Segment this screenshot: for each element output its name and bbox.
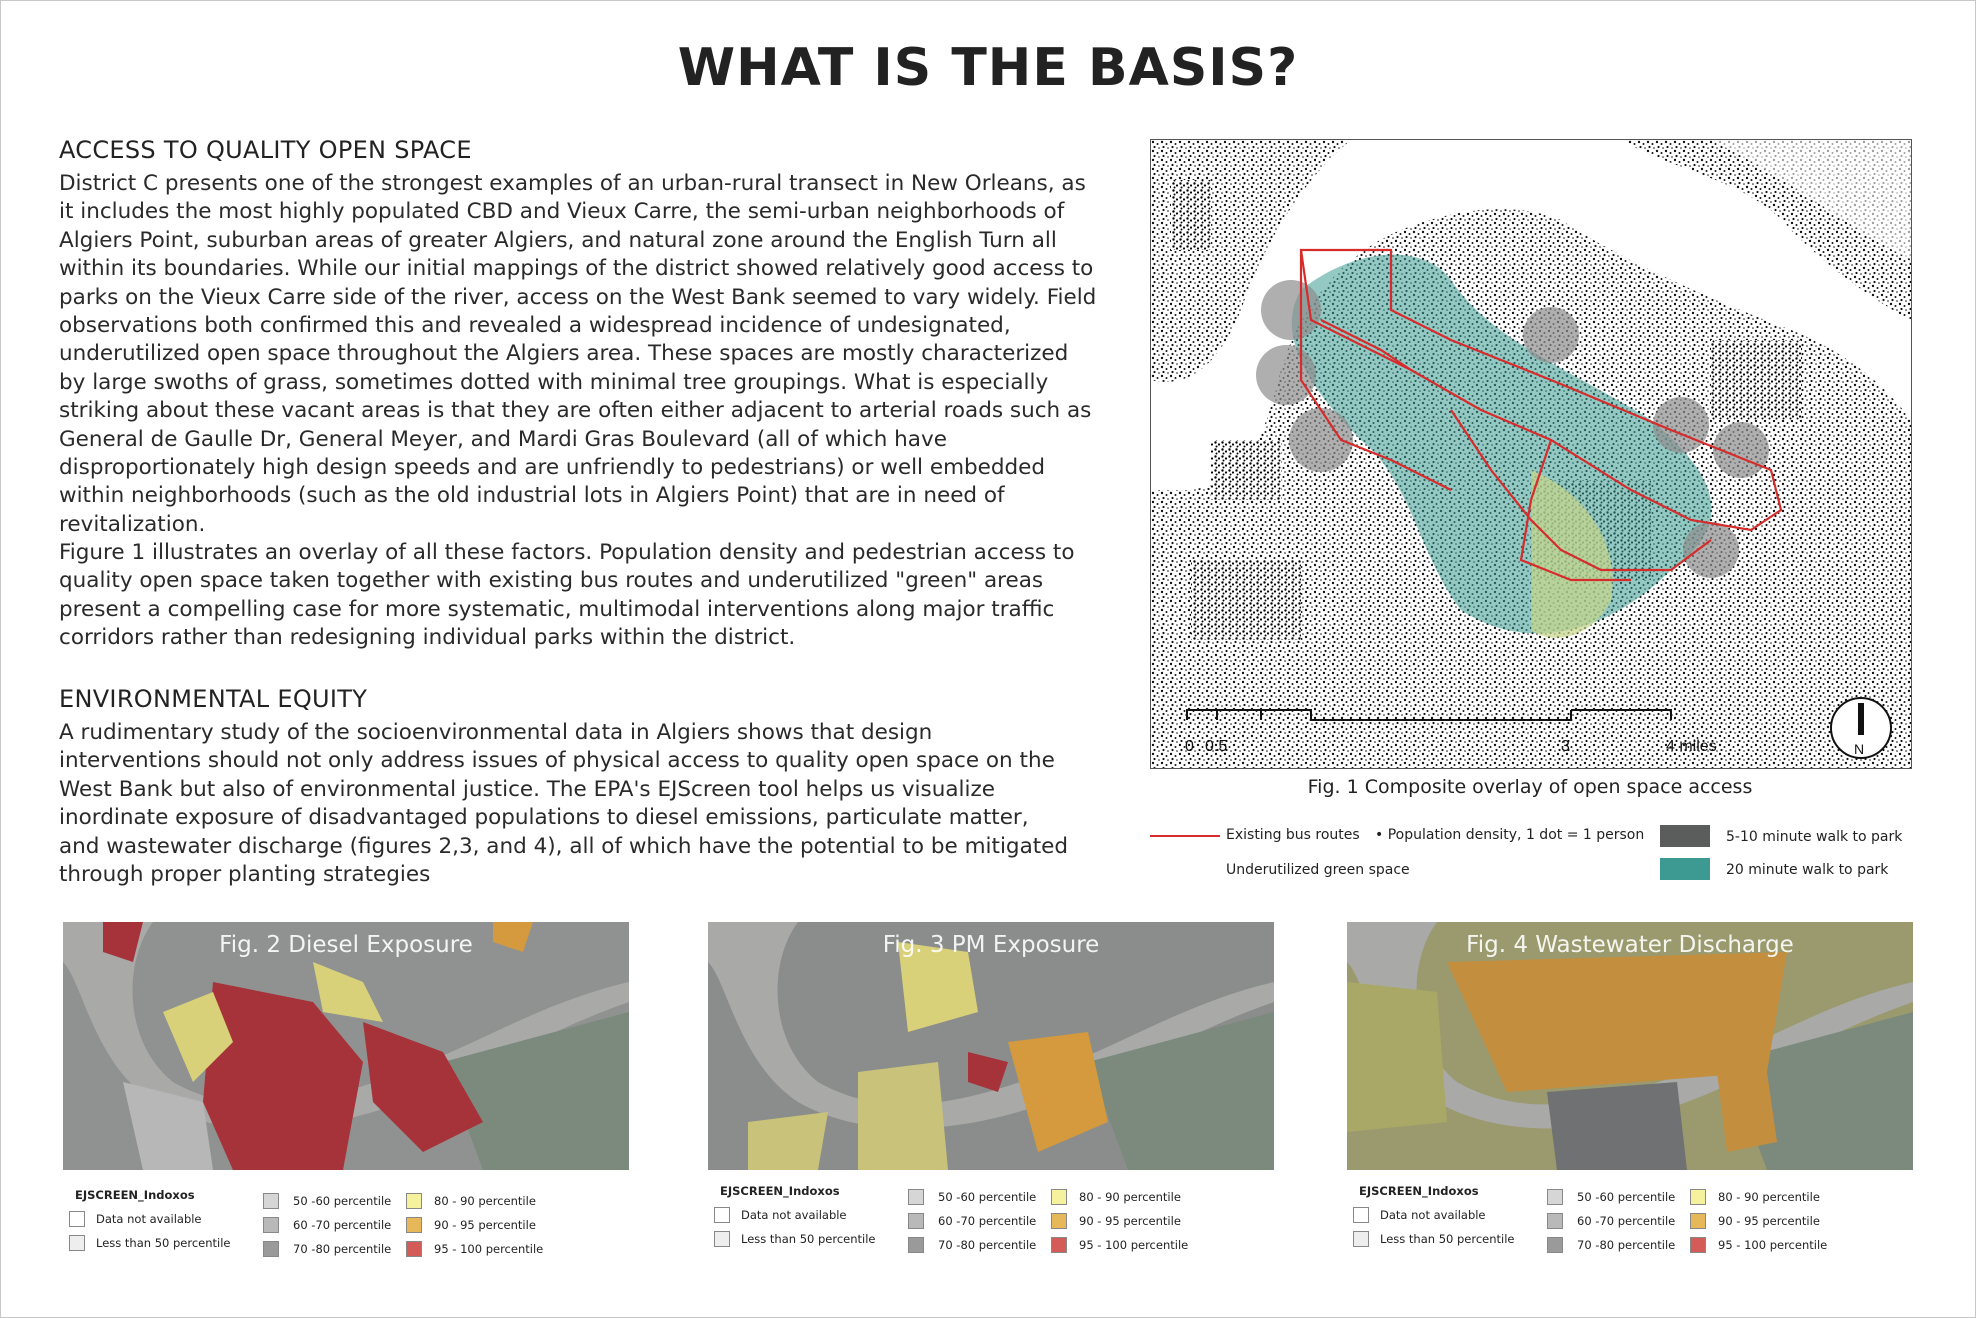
paragraph-open-space: District C presents one of the strongest examples of an urban-rural transect in New Orleans, as it includes the most highly populated CBD and Vieux Carre, the semi-urban neighborhoods of Algiers Point, suburban areas of greater Algiers, and natural zone around the English Turn all within its boundaries. While our initial mappings of the district showed relatively good access to parks on the Vieux Carre side of the river, access on the West Bank seemed to vary widely. Field observations both confirmed this and revealed a widespread incidence of undesignated, underutilized open space throughout the Algiers area. These spaces are mostly characterized by large swoths of grass, sometimes dotted with minimal tree groupings. What is especially striking about these vacant areas is that they are often either adjacent to arterial roads such as General de Gaulle Dr, General Meyer, and Mardi Gras Boulevard (all of which have disproportionately high design speeds and are unfriendly to pedestrians) or well embedded within neighborhoods (such as the old industrial lots in Algiers Point) that are in need of revitalization.	[59, 171, 1097, 537]
fig4-caption: Fig. 4 Wastewater Discharge	[1466, 932, 1794, 958]
ej-swatch-p50	[263, 1193, 279, 1209]
ej-swatch-na	[69, 1211, 85, 1227]
ej-swatch-p90	[1690, 1213, 1706, 1229]
ej-label-p70: 70 -80 percentile	[1577, 1238, 1676, 1252]
ej-swatch-p70	[263, 1241, 279, 1257]
ej-swatch-p95	[1690, 1237, 1706, 1253]
scale-label-3: 3	[1561, 738, 1570, 755]
ej-swatch-p80	[1690, 1189, 1706, 1205]
ej-legend-2	[63, 1180, 623, 1260]
ej-label-lt50: Less than 50 percentile	[1380, 1232, 1515, 1246]
ej-label-p60: 60 -70 percentile	[293, 1218, 392, 1232]
fig1-composite-map	[1150, 139, 1912, 769]
scale-label-05: 0.5	[1205, 738, 1228, 755]
fig1-caption: Fig. 1 Composite overlay of open space access	[1307, 776, 1753, 798]
legend-walk20-swatch	[1660, 858, 1710, 880]
ej-label-p80: 80 - 90 percentile	[434, 1194, 536, 1208]
ej-label-p50: 50 -60 percentile	[938, 1190, 1037, 1204]
ej-swatch-na	[714, 1207, 730, 1223]
ej-swatch-p80	[406, 1193, 422, 1209]
page-title: WHAT IS THE BASIS?	[677, 38, 1299, 98]
legend-pop-label: • Population density, 1 dot = 1 person	[1375, 827, 1645, 843]
ej-label-lt50: Less than 50 percentile	[96, 1236, 231, 1250]
ej-swatch-lt50	[714, 1231, 730, 1247]
ej-legend-4	[1347, 1176, 1907, 1256]
ej-swatch-p80	[1051, 1189, 1067, 1205]
ej-label-p80: 80 - 90 percentile	[1079, 1190, 1181, 1204]
ej-label-p70: 70 -80 percentile	[938, 1238, 1037, 1252]
ej-swatch-p70	[1547, 1237, 1563, 1253]
ej-label-p50: 50 -60 percentile	[1577, 1190, 1676, 1204]
fig2-caption: Fig. 2 Diesel Exposure	[219, 932, 473, 958]
legend-walk5-label: 5-10 minute walk to park	[1726, 829, 1903, 845]
ej-label-lt50: Less than 50 percentile	[741, 1232, 876, 1246]
legend-green-label: Underutilized green space	[1226, 862, 1410, 878]
legend-walk20-label: 20 minute walk to park	[1726, 862, 1889, 878]
ej-swatch-p70	[908, 1237, 924, 1253]
ej-label-p70: 70 -80 percentile	[293, 1242, 392, 1256]
ej-label-na: Data not available	[741, 1208, 847, 1222]
ej-swatch-p60	[263, 1217, 279, 1233]
ej-label-p80: 80 - 90 percentile	[1718, 1190, 1820, 1204]
scale-label-4-miles: 4 miles	[1666, 738, 1717, 755]
fig4-map-graphic	[1347, 922, 1913, 1170]
fig2-diesel-map	[63, 922, 629, 1170]
fig3-caption: Fig. 3 PM Exposure	[882, 932, 1100, 958]
ej-label-p90: 90 - 95 percentile	[1079, 1214, 1181, 1228]
ej-legend-3	[708, 1176, 1268, 1256]
ej-swatch-p60	[1547, 1213, 1563, 1229]
ej-label-p95: 95 - 100 percentile	[1718, 1238, 1828, 1252]
ej-label-p95: 95 - 100 percentile	[434, 1242, 544, 1256]
ej-label-p90: 90 - 95 percentile	[434, 1218, 536, 1232]
paragraph-figure1: Figure 1 illustrates an overlay of all these factors. Population density and pedestrian access to quality open space taken together with existing bus routes and underutilized "green" areas present a compelling case for more systematic, multimodal interventions along major traffic corridors rather than redesigning individual parks within the district.	[59, 540, 1075, 651]
ej-label-na: Data not available	[96, 1212, 202, 1226]
ej-label-p95: 95 - 100 percentile	[1079, 1238, 1189, 1252]
legend-walk5-swatch	[1660, 825, 1710, 847]
fig3-pm-map	[708, 922, 1274, 1170]
north-label: N	[1854, 741, 1865, 757]
ej-label-p60: 60 -70 percentile	[938, 1214, 1037, 1228]
ej-label-p60: 60 -70 percentile	[1577, 1214, 1676, 1228]
fig4-wastewater-map	[1347, 922, 1913, 1170]
ej-swatch-p90	[1051, 1213, 1067, 1229]
fig3-map-graphic	[708, 922, 1274, 1170]
ej-swatch-p95	[1051, 1237, 1067, 1253]
ej-label-p50: 50 -60 percentile	[293, 1194, 392, 1208]
ej-swatch-p50	[908, 1189, 924, 1205]
fig1-map-graphic	[1151, 140, 1911, 768]
legend-bus-label: Existing bus routes	[1226, 827, 1360, 843]
paragraph-equity: A rudimentary study of the socioenvironmental data in Algiers shows that design interventions should not only address issues of physical access to quality open space on the West Bank but also of environmental justice. The EPA's EJScreen tool helps us visualize inordinate exposure of disadvantaged populations to diesel emissions, particulate matter, and wastewater discharge (figures 2,3, and 4), all of which have the potential to be mitigated through proper planting strategies	[59, 720, 1069, 888]
ej-swatch-p60	[908, 1213, 924, 1229]
ej-swatch-lt50	[69, 1235, 85, 1251]
ej-label-p90: 90 - 95 percentile	[1718, 1214, 1820, 1228]
section-heading-open-space: ACCESS TO QUALITY OPEN SPACE	[59, 136, 472, 164]
legend-bus-line	[1150, 835, 1220, 837]
ej-swatch-p50	[1547, 1189, 1563, 1205]
ej-label-title: EJSCREEN_Indoxos	[1359, 1184, 1479, 1198]
ej-label-title: EJSCREEN_Indoxos	[75, 1188, 195, 1202]
section-heading-equity: ENVIRONMENTAL EQUITY	[59, 685, 368, 713]
ej-swatch-p90	[406, 1217, 422, 1233]
scale-label-0: 0	[1185, 738, 1194, 755]
fig2-map-graphic	[63, 922, 629, 1170]
ej-label-na: Data not available	[1380, 1208, 1486, 1222]
ej-swatch-na	[1353, 1207, 1369, 1223]
ej-swatch-lt50	[1353, 1231, 1369, 1247]
ej-label-title: EJSCREEN_Indoxos	[720, 1184, 840, 1198]
ej-swatch-p95	[406, 1241, 422, 1257]
